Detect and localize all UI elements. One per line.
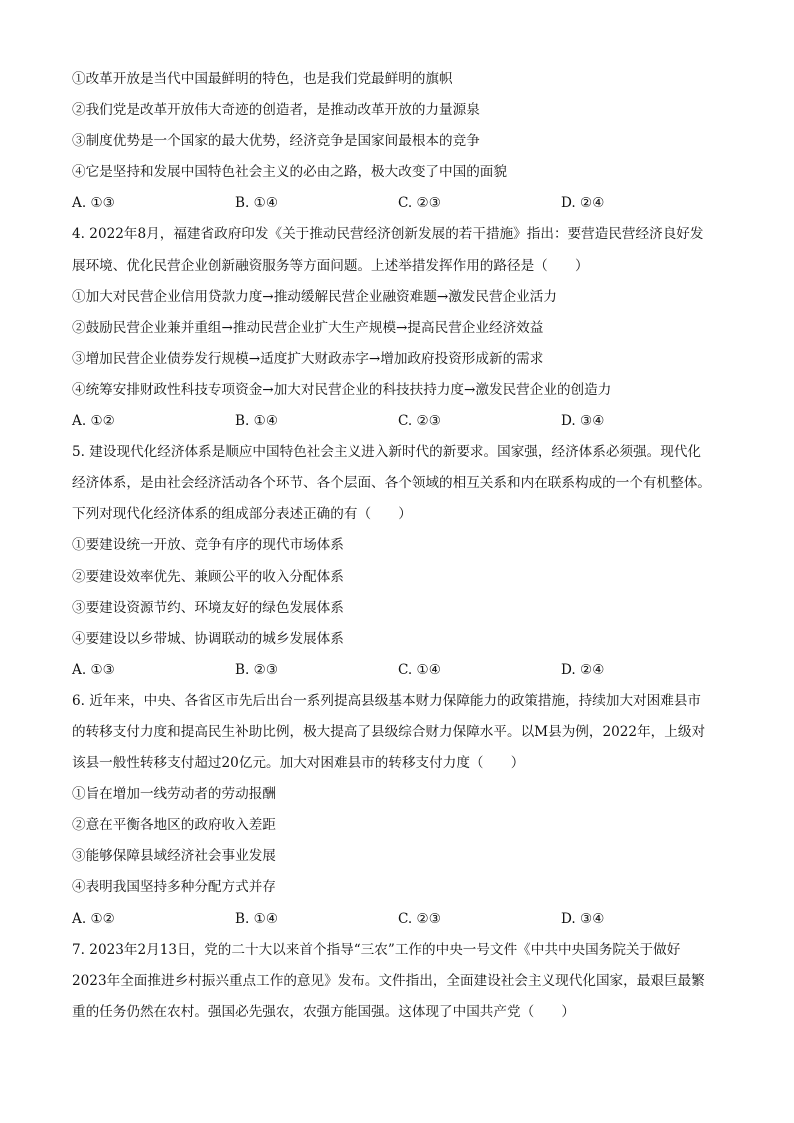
document-page (72, 64, 732, 1028)
option-b: B. ①④ (235, 195, 279, 212)
statement-item: ②我们党是改革开放伟大奇迹的创造者，是推动改革开放的力量源泉 (72, 102, 480, 119)
option-b: B. ②③ (235, 661, 279, 678)
question-stem-line: 5. 建设现代化经济体系是顺应中国特色社会主义进入新时代的新要求。国家强，经济体系必须强。现代化 (72, 444, 702, 461)
question-4 (72, 219, 732, 437)
option-d: D. ②④ (561, 661, 605, 678)
option-d: D. ③④ (561, 910, 605, 927)
question-7 (72, 935, 732, 1028)
question-stem-line: 7. 2023年2月13日，党的二十大以来首个指导“三农”工作的中央一号文件《中共中央国务院关于做好 (72, 941, 681, 958)
statement-item: ③能够保障县域经济社会事业发展 (72, 848, 276, 865)
statement-item: ③制度优势是一个国家的最大优势，经济竞争是国家间最根本的竞争 (72, 133, 480, 150)
statement-item: ①要建设统一开放、竞争有序的现代市场体系 (72, 537, 344, 554)
statement-item: ③增加民营企业债券发行规模→适度扩大财政赤字→增加政府投资形成新的需求 (72, 350, 544, 367)
answer-options (72, 655, 732, 686)
option-d: D. ③④ (561, 413, 605, 430)
statement-item: ④统筹安排财政性科技专项资金→加大对民营企业的科技扶持力度→激发民营企业的创造力 (72, 381, 612, 398)
statement-item: ②鼓励民营企业兼并重组→推动民营企业扩大生产规模→提高民营企业经济效益 (72, 319, 544, 336)
statement-item: ④它是坚持和发展中国特色社会主义的必由之路，极大改变了中国的面貌 (72, 164, 507, 181)
question-stem-line: 展环境、优化民营企业创新融资服务等方面问题。上述举措发挥作用的路径是（ ） (72, 257, 589, 274)
question-stem-line: 2023年全面推进乡村振兴重点工作的意见》发布。文件指出，全面建设社会主义现代化国家，最艰巨最繁 (72, 972, 705, 989)
statement-item: ①旨在增加一线劳动者的劳动报酬 (72, 786, 276, 803)
question-stem-line: 下列对现代化经济体系的组成部分表述正确的有（ ） (72, 506, 412, 523)
option-c: C. ②③ (398, 910, 441, 927)
answer-options (72, 406, 732, 437)
statement-item: ②意在平衡各地区的政府收入差距 (72, 817, 276, 834)
statement-item: ④要建设以乡带城、协调联动的城乡发展体系 (72, 630, 344, 647)
answer-options (72, 188, 732, 219)
option-a: A. ①③ (72, 661, 115, 678)
option-b: B. ①④ (235, 910, 279, 927)
option-c: C. ②③ (398, 195, 441, 212)
statement-item: ②要建设效率优先、兼顾公平的收入分配体系 (72, 568, 344, 585)
option-c: C. ①④ (398, 661, 441, 678)
option-a: A. ①② (72, 413, 115, 430)
question-stem-line: 4. 2022年8月，福建省政府印发《关于推动民营经济创新发展的若干措施》指出：要营造民营经济良好发 (72, 226, 704, 243)
statement-item: ④表明我国坚持多种分配方式并存 (72, 879, 276, 896)
question-5 (72, 437, 732, 686)
question-3-continued (72, 64, 732, 219)
option-a: A. ①② (72, 910, 115, 927)
option-b: B. ①④ (235, 413, 279, 430)
question-6 (72, 686, 732, 935)
question-stem-line: 6. 近年来，中央、各省区市先后出台一系列提高县级基本财力保障能力的政策措施，持续加大对困难县市 (72, 692, 702, 709)
statement-item: ③要建设资源节约、环境友好的绿色发展体系 (72, 599, 344, 616)
question-stem-line: 经济体系，是由社会经济活动各个环节、各个层面、各个领域的相互关系和内在联系构成的一个有机整体。 (72, 475, 711, 492)
option-a: A. ①③ (72, 195, 115, 212)
statement-item: ①加大对民营企业信用贷款力度→推动缓解民营企业融资难题→激发民营企业活力 (72, 288, 557, 305)
question-stem-line: 的转移支付力度和提高民生补助比例，极大提高了县级综合财力保障水平。以M县为例，2022年，上级对 (72, 723, 706, 740)
option-d: D. ②④ (561, 195, 605, 212)
question-stem-line: 重的任务仍然在农村。强国必先强农，农强方能国强。这体现了中国共产党（ ） (72, 1003, 575, 1020)
question-stem-line: 该县一般性转移支付超过20亿元。加大对困难县市的转移支付力度（ ） (72, 755, 525, 772)
statement-item: ①改革开放是当代中国最鲜明的特色，也是我们党最鲜明的旗帜 (72, 71, 453, 87)
answer-options (72, 904, 732, 935)
option-c: C. ②③ (398, 413, 441, 430)
